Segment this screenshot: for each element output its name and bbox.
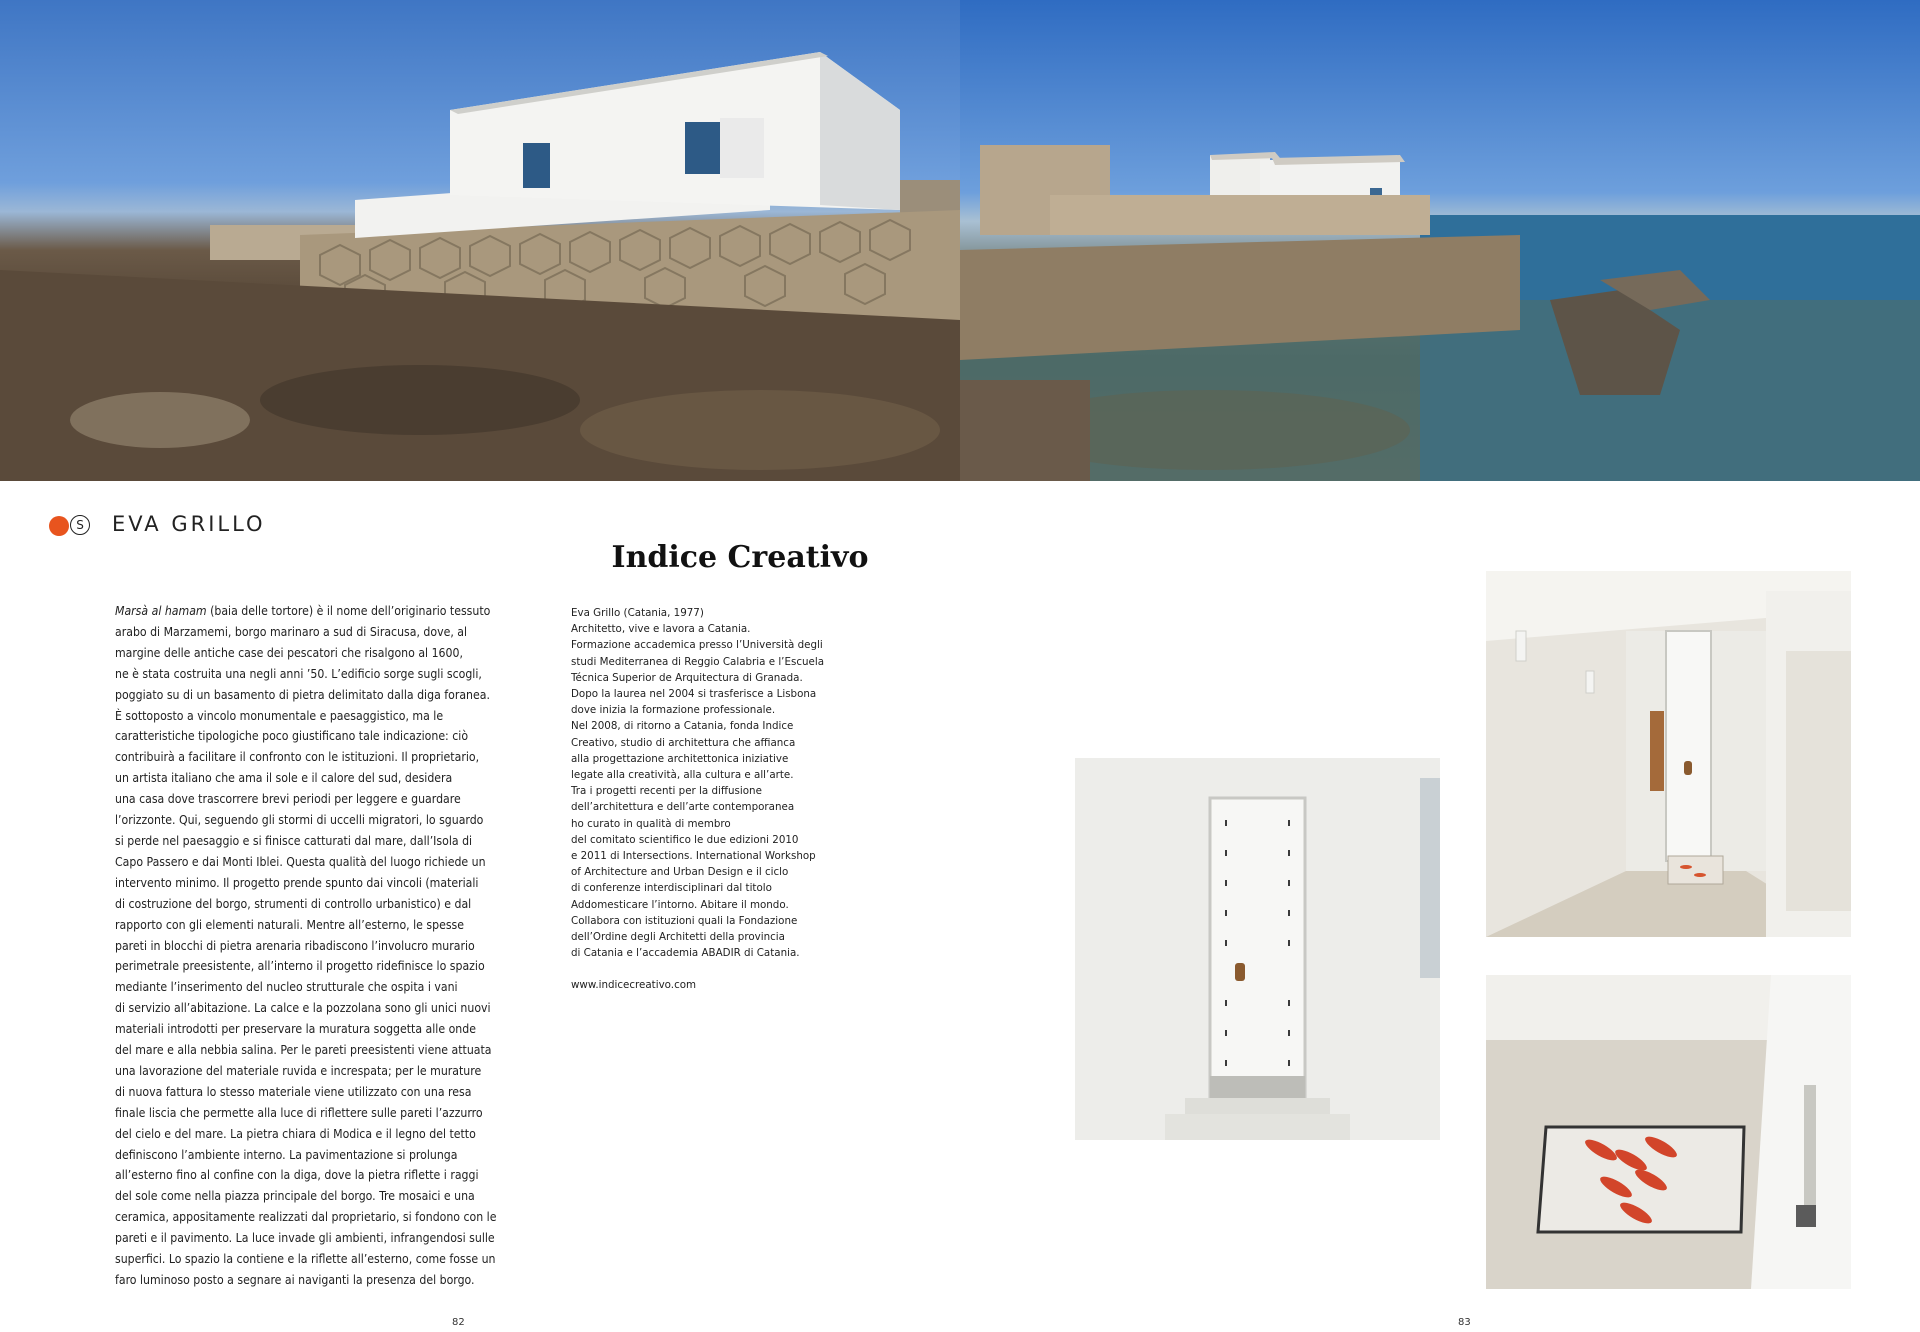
article-line: ceramica, appositamente realizzati dal proprietario, si fondono con le — [115, 1210, 497, 1225]
bio-line: Eva Grillo (Catania, 1977) — [571, 607, 704, 619]
white-door-photo — [1075, 758, 1440, 1140]
bio-line: Collabora con istituzioni quali la Fondazione — [571, 914, 798, 927]
article-line: materiali introdotti per preservare la muratura soggetta alle onde — [115, 1022, 476, 1037]
bio-line: of Architecture and Urban Design e il ciclo — [571, 866, 789, 879]
article-line: intervento minimo. Il progetto prende spunto dai vincoli (materiali — [115, 875, 479, 890]
bio-line: alla progettazione architettonica iniziative — [571, 752, 789, 765]
article-line: del cielo e del mare. La pietra chiara di Modica e il legno del tetto — [115, 1126, 476, 1141]
house-on-rocks-illustration — [0, 0, 960, 481]
fish-mosaic-photo — [1486, 975, 1851, 1289]
studio-website-link[interactable]: www.indicecreativo.com — [571, 979, 697, 992]
bio-line: Tra i progetti recenti per la diffusione — [571, 785, 762, 798]
article-line: mediante l’inserimento del nucleo strutturale che ospita i vani — [115, 980, 458, 995]
article-body — [115, 601, 535, 1291]
bio-line: di conferenze interdisciplinari dal titolo — [571, 882, 772, 895]
bio-line: Architetto, vive e lavora a Catania. — [571, 623, 751, 636]
article-line: l’orizzonte. Qui, seguendo gli stormi di uccelli migratori, lo sguardo — [115, 813, 484, 828]
article-line: di costruzione del borgo, strumenti di controllo urbanistico) e dal — [115, 896, 472, 911]
article-line: un artista italiano che ama il sole e il calore del sud, desidera — [115, 771, 453, 786]
article-line: finale liscia che permette alla luce di riflettere sulle pareti l’azzurro — [115, 1105, 483, 1120]
article-line: perimetrale preesistente, all’interno il progetto ridefinisce lo spazio — [115, 959, 485, 974]
article-line: definiscono l’ambiente interno. La pavimentazione si prolunga — [115, 1147, 458, 1162]
bio-line: Nel 2008, di ritorno a Catania, fonda Indice — [571, 720, 794, 733]
page-number-right: 83 — [1458, 1317, 1471, 1328]
bio-line: Dopo la laurea nel 2004 si trasferisce a Lisbona — [571, 688, 817, 701]
corridor-illustration — [1486, 571, 1851, 937]
fish-mosaic-illustration — [1486, 975, 1851, 1289]
article-line: si perde nel paesaggio e si finisce catturati dal mare, dall’Isola di — [115, 833, 473, 848]
studio-title: Indice Creativo — [611, 540, 869, 575]
village-seaside-photo — [960, 0, 1920, 481]
article-line: all’esterno fino al confine con la diga, dove la pietra riflette i raggi — [115, 1168, 479, 1183]
article-line: margine delle antiche case dei pescatori che risalgono al 1600, — [115, 645, 463, 660]
bio-line: Creativo, studio di architettura che affianca — [571, 736, 796, 749]
article-line: una casa dove trascorrere brevi periodi per leggere e guardare — [115, 792, 461, 807]
bio-line: dell’Ordine degli Architetti della provincia — [571, 931, 785, 944]
article-lead-italic: Marsà al hamam — [115, 604, 207, 618]
article-line: del mare e alla nebbia salina. Per le pareti preesistenti viene attuata — [115, 1043, 492, 1058]
white-door-illustration — [1075, 758, 1440, 1140]
article-line: È sottoposto a vincolo monumentale e paesaggistico, ma le — [115, 708, 444, 723]
bio-line: Addomesticare l’intorno. Abitare il mondo. — [571, 898, 789, 911]
article-line: ne è stata costruita una negli anni ’50. L’edificio sorge sugli scogli, — [115, 666, 482, 681]
village-seaside-illustration — [960, 0, 1920, 481]
bio-line: del comitato scientifico le due edizioni 2010 — [571, 833, 799, 846]
author-bio — [571, 605, 871, 994]
bio-line: e 2011 di Intersections. International Workshop — [571, 850, 816, 863]
article-line: Capo Passero e dai Monti Iblei. Questa qualità del luogo richiede un — [115, 854, 486, 869]
bio-line: dell’architettura e dell’arte contemporanea — [571, 801, 795, 814]
article-line: di servizio all’abitazione. La calce e la pozzolana sono gli unici nuovi — [115, 1001, 491, 1016]
author-name: EVA GRILLO — [112, 512, 266, 536]
article-line: rapporto con gli elementi naturali. Mentre all’esterno, le spesse — [115, 917, 465, 932]
article-line: poggiato su di un basamento di pietra delimitato dalla diga foranea. — [115, 687, 490, 702]
brand-letter-icon: S — [70, 515, 90, 535]
article-line: pareti e il pavimento. La luce invade gli ambienti, infrangendosi sulle — [115, 1231, 495, 1246]
article-line: faro luminoso posto a segnare ai naviganti la presenza del borgo. — [115, 1273, 475, 1287]
article-line: caratteristiche tipologiche poco giustificano tale indicazione: ciò — [115, 729, 469, 744]
article-line: del sole come nella piazza principale del borgo. Tre mosaici e una — [115, 1189, 475, 1204]
page-number-left: 82 — [452, 1317, 465, 1328]
article-line: contribuirà a facilitare il confronto con le istituzioni. Il proprietario, — [115, 750, 480, 765]
bio-line: di Catania e l’accademia ABADIR di Catania. — [571, 947, 800, 960]
bio-line: Formazione accademica presso l’Università degli — [571, 639, 823, 652]
bio-line: legate alla creatività, alla cultura e all’arte. — [571, 769, 794, 782]
corridor-photo — [1486, 571, 1851, 937]
article-line: superfici. Lo spazio la contiene e la riflette all’esterno, come fosse un — [115, 1252, 496, 1267]
bio-line: Técnica Superior de Arquitectura di Granada. — [571, 671, 803, 684]
bio-line: dove inizia la formazione professionale. — [571, 704, 776, 717]
article-line: Marsà al hamam (baia delle tortore) è il nome dell’originario tessuto — [115, 604, 491, 618]
article-line: una lavorazione del materiale ruvida e increspata; per le murature — [115, 1063, 482, 1078]
bio-line: studi Mediterranea di Reggio Calabria e l’Escuela — [571, 655, 825, 668]
article-line: pareti in blocchi di pietra arenaria ribadiscono l’involucro murario — [115, 938, 475, 953]
bio-line: ho curato in qualità di membro — [571, 817, 731, 830]
article-line: di nuova fattura lo stesso materiale viene utilizzato con una resa — [115, 1084, 472, 1099]
article-line: arabo di Marzamemi, borgo marinaro a sud di Siracusa, dove, al — [115, 624, 468, 639]
house-on-rocks-photo — [0, 0, 960, 481]
brand-dot-icon — [49, 516, 69, 536]
